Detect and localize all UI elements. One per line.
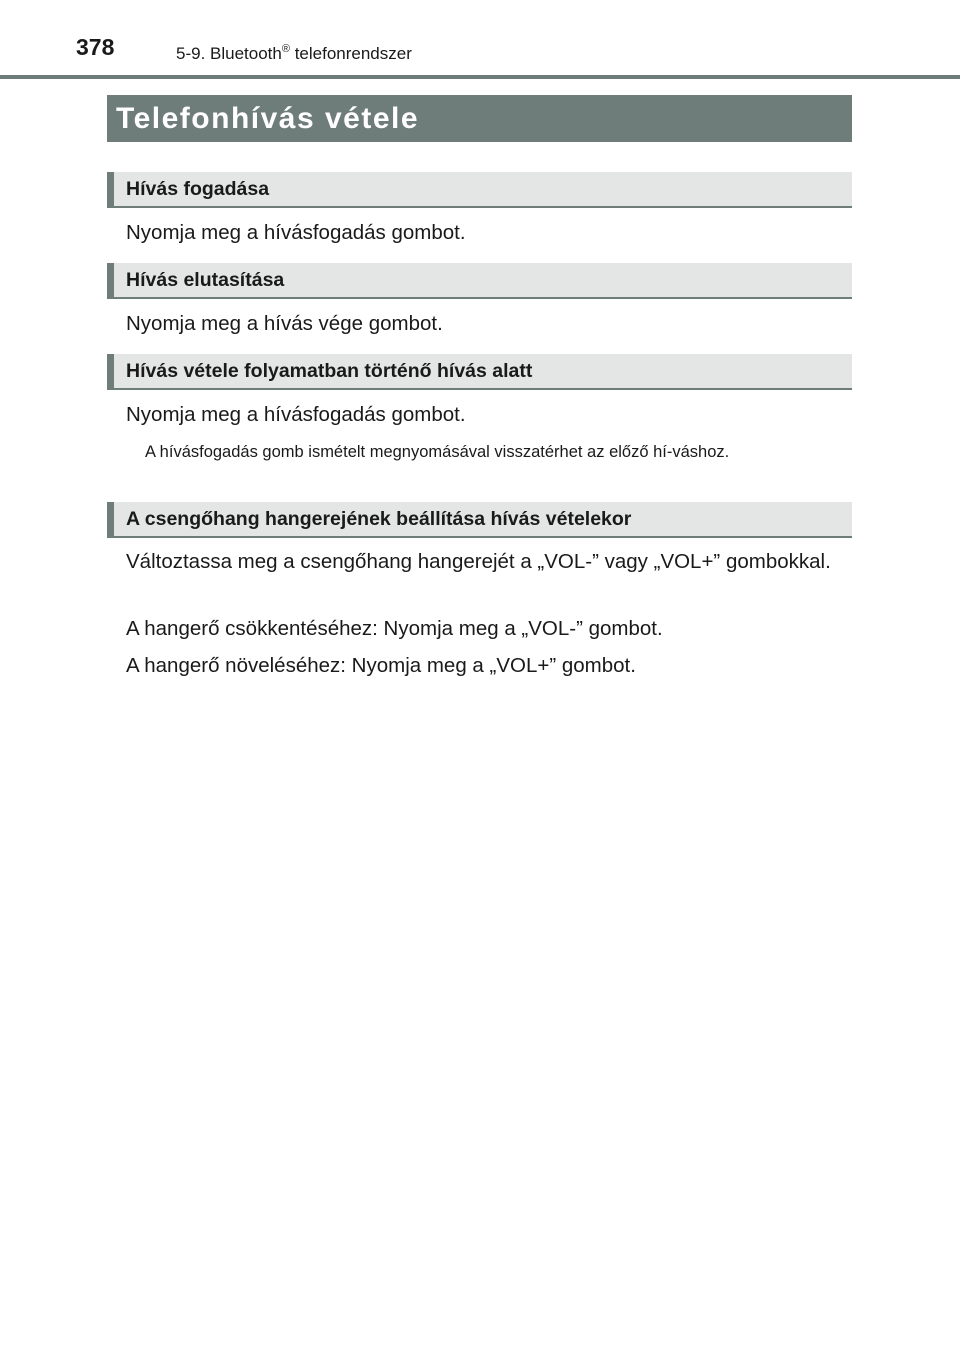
section-ref-suffix: telefonrendszer <box>289 44 412 63</box>
page-number: 378 <box>76 34 115 60</box>
paragraph: Nyomja meg a hívásfogadás gombot. <box>126 221 466 244</box>
page-title: Telefonhívás vétele <box>107 95 852 142</box>
section-ref-prefix: 5-9. Bluetooth <box>176 44 282 63</box>
subheading-hivas-elutasitasa: Hívás elutasítása <box>107 263 852 299</box>
paragraph: Nyomja meg a hívásfogadás gombot. <box>126 403 466 426</box>
section-reference <box>176 44 412 62</box>
subheading-hivas-fogadasa: Hívás fogadása <box>107 172 852 208</box>
subheading-csengohang-hangereje: A csengőhang hangerejének beállítása hívás vételekor <box>107 502 852 538</box>
registered-mark: ® <box>281 43 290 55</box>
subheading-hivas-vetele-folyamatban: Hívás vétele folyamatban történő hívás alatt <box>107 354 852 390</box>
header-rule <box>0 75 960 79</box>
paragraph: A hangerő csökkentéséhez: Nyomja meg a „VOL-” gombot. <box>126 617 663 640</box>
paragraph: A hangerő növeléséhez: Nyomja meg a „VOL+” gombot. <box>126 654 636 677</box>
paragraph: Nyomja meg a hívás vége gombot. <box>126 312 443 335</box>
page-header <box>0 0 960 80</box>
paragraph: Változtassa meg a csengőhang hangerejét a „VOL-” vagy „VOL+” gombokkal. <box>126 550 831 573</box>
note: A hívásfogadás gomb ismételt megnyomásával visszatérhet az előző hí-váshoz. <box>145 443 730 461</box>
